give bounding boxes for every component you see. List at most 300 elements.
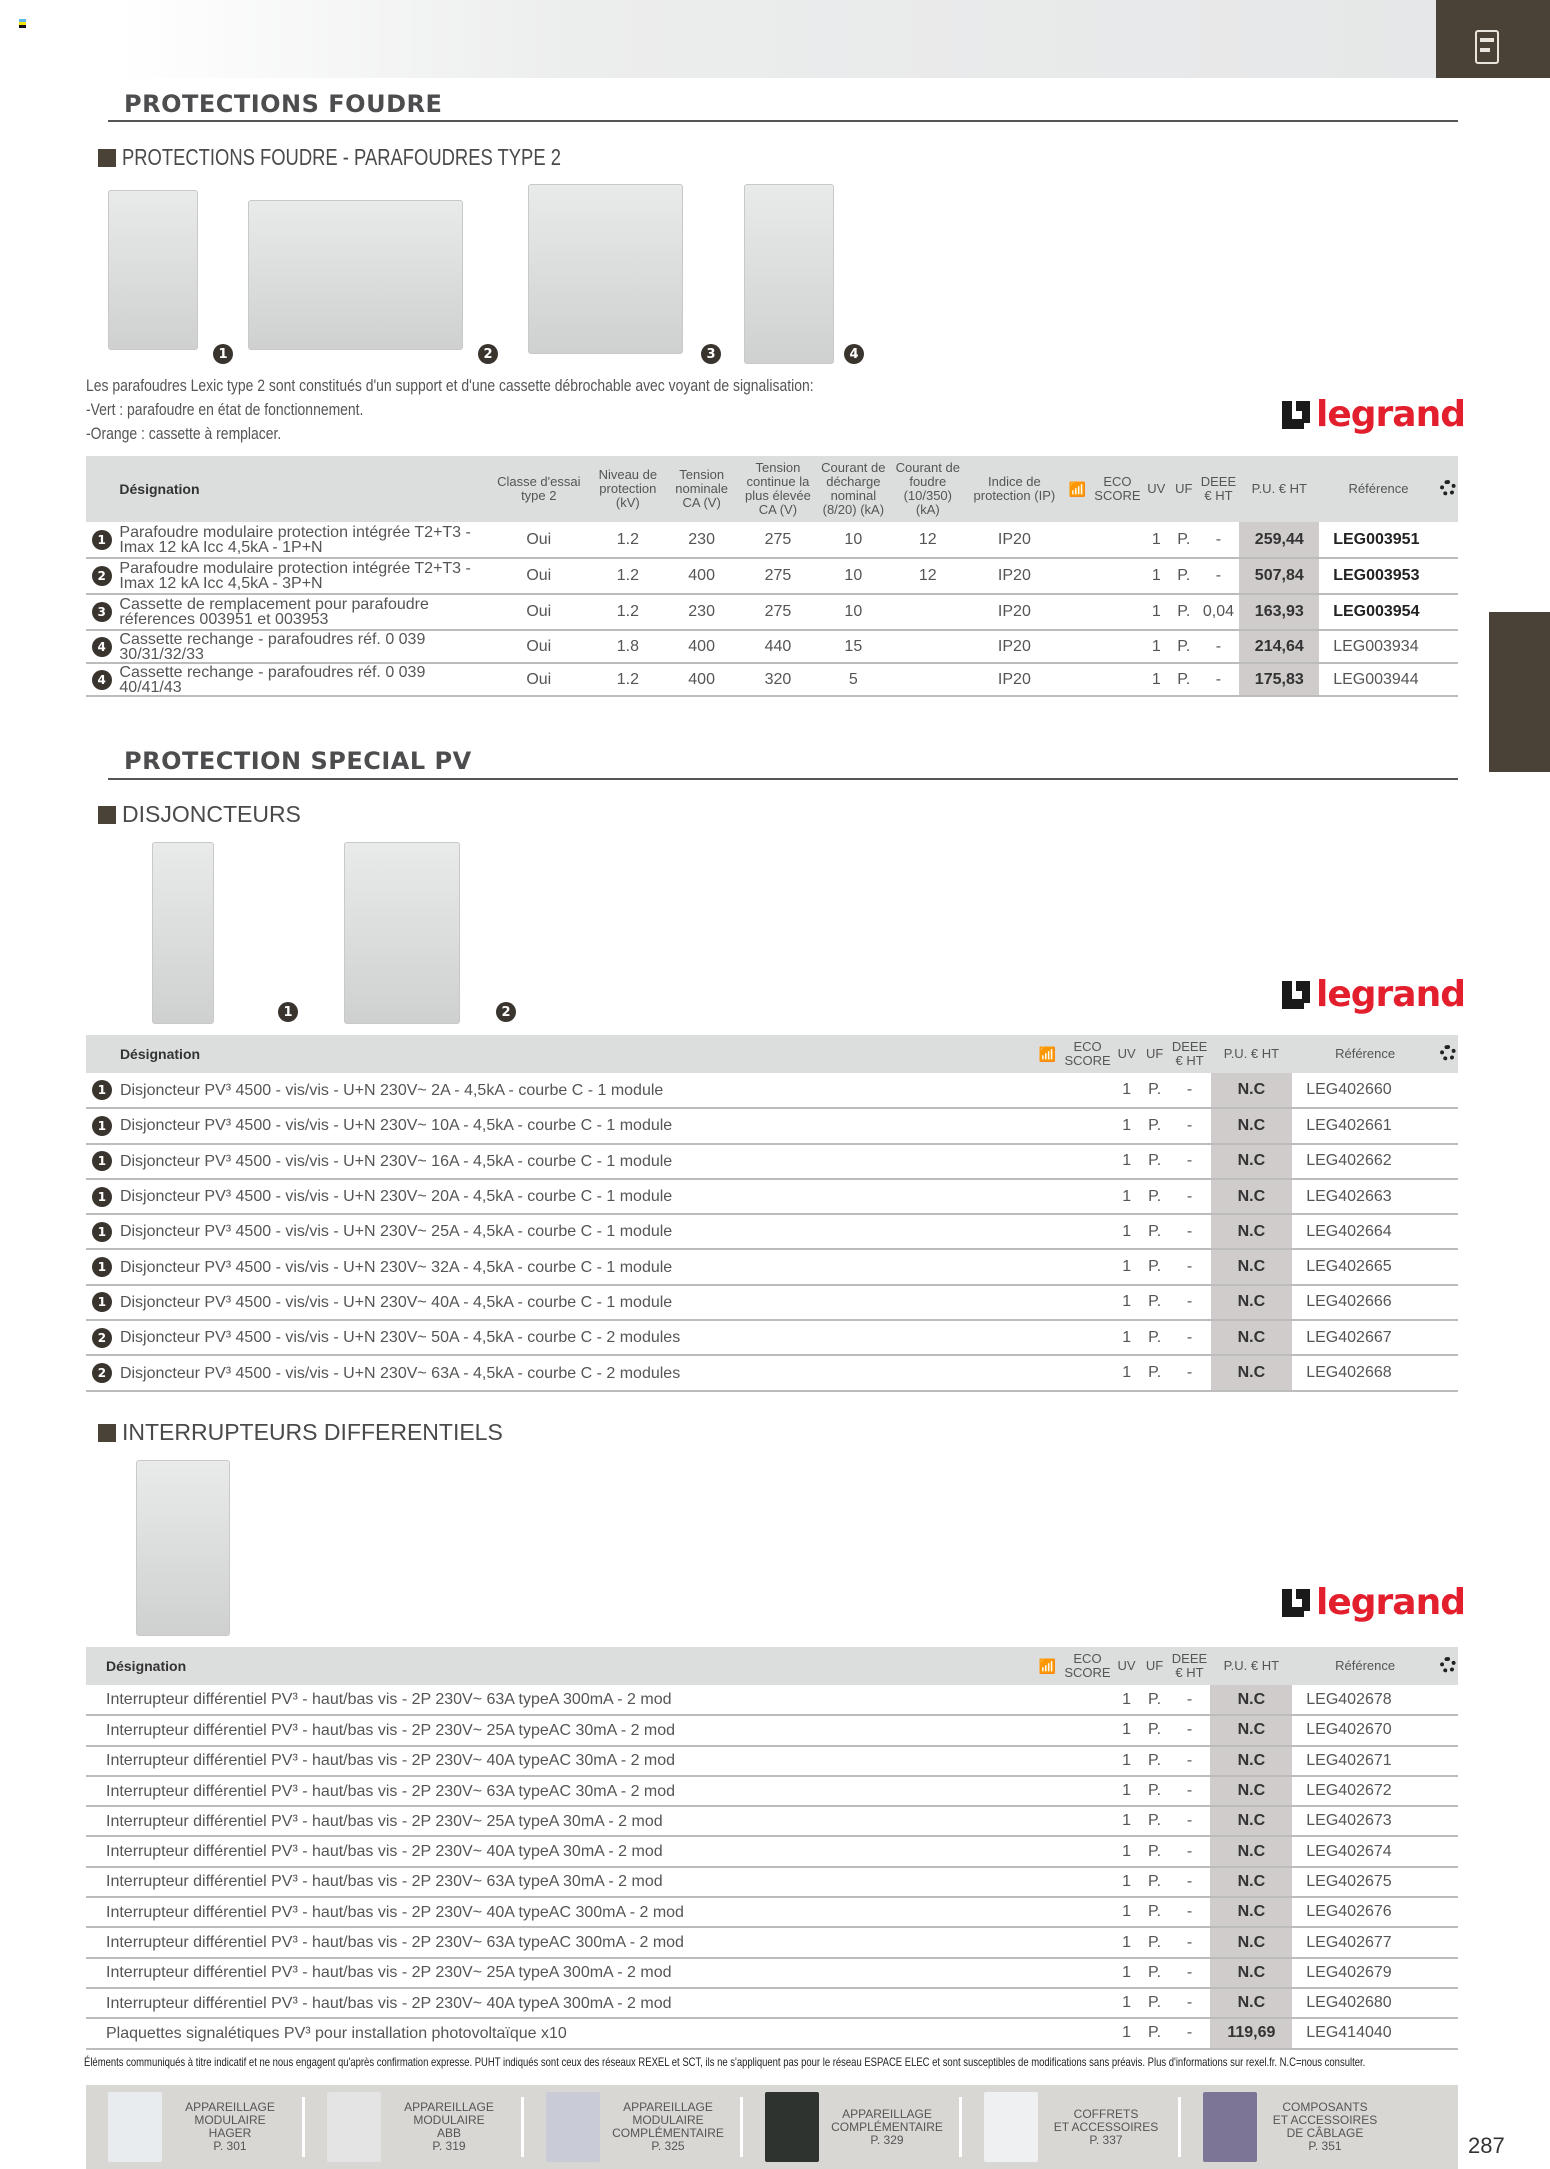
cell-indice-ip: IP20 [966,663,1063,696]
cell-reference[interactable]: LEG402668 [1292,1355,1438,1390]
cell-price: 259,44 [1239,522,1319,558]
col-reference: Référence [1348,481,1409,496]
table-row[interactable] [86,1285,1458,1320]
footer-label-line: P. 301 [213,2139,247,2153]
square-bullet-icon [98,806,116,824]
product-number-badge: 4 [92,637,112,657]
cell-price: N.C [1211,1355,1293,1390]
intro-line: Les parafoudres Lexic type 2 sont constitués d'un support et d'une cassette débrochable avec voyant de signalisation: [86,376,814,395]
cell-uf: P. [1141,1073,1169,1108]
cell-indice-ip: IP20 [966,558,1063,594]
cell-price: N.C [1210,1715,1292,1745]
cell-reference[interactable]: LEG003944 [1319,663,1438,696]
cell-courant-decharge: 10 [817,558,890,594]
table-row[interactable] [86,1249,1458,1284]
footer-label-line: ET ACCESSOIRES [1053,2119,1159,2134]
footer-label-line: P. 329 [870,2132,904,2147]
footer-link-label [389,2101,509,2153]
cell-price: N.C [1211,1108,1293,1143]
cell-price: N.C [1210,1988,1292,2018]
product-image-parafoudre-3p [248,200,463,350]
section-title-protection-special-pv: PROTECTION SPECIAL PV [124,747,472,775]
footer-label-line: P. 319 [432,2139,466,2153]
footer-label-line: DE CÂBLAGE [1286,2126,1364,2140]
cell-uf: P. [1141,1320,1169,1355]
product-badge-2: 2 [496,1002,516,1022]
footer-thumbnail [108,2092,162,2162]
cell-deee: - [1169,1179,1211,1214]
col-prix: P.U. € HT [1223,1658,1280,1673]
cell-price: N.C [1210,1897,1292,1927]
col-designation: Désignation [119,481,200,497]
cell-designation: Interrupteur différentiel PV³ - haut/bas vis - 2P 230V~ 63A typeA 30mA - 2 mod [86,1867,1032,1897]
cell-courant-foudre: 12 [890,558,966,594]
cell-courant-decharge: 5 [817,663,890,696]
cell-price: N.C [1210,1958,1292,1988]
col-uv: UV [1117,1046,1136,1061]
cell-uv: 1 [1113,1108,1141,1143]
cell-deee: - [1169,1214,1211,1249]
cell-tension-continue: 275 [739,594,817,630]
cell-designation: Parafoudre modulaire protection intégrée T2+T3 - Imax 12 kA Icc 4,5kA - 1P+N [117,522,486,558]
cell-reference[interactable]: LEG402667 [1292,1320,1438,1355]
cell-price: 507,84 [1239,558,1319,594]
cell-tension-continue: 275 [739,558,817,594]
cell-reference[interactable]: LEG003954 [1319,594,1438,630]
cell-uf: P. [1141,1958,1169,1988]
cell-uf: P. [1141,1249,1169,1284]
cell-uv: 1 [1113,1355,1141,1390]
cell-uv: 1 [1113,1715,1141,1745]
cell-reference[interactable]: LEG402675 [1292,1867,1438,1897]
footer-label-line: APPAREILLAGE [185,2100,275,2114]
cell-courant-foudre [890,594,966,630]
cell-deee: - [1169,1836,1211,1866]
cell-designation: Cassette rechange - parafoudres réf. 0 039 40/41/43 [117,663,486,696]
legrand-logo [1282,394,1465,435]
cell-designation: Interrupteur différentiel PV³ - haut/bas vis - 2P 230V~ 40A typeA 30mA - 2 mod [86,1836,1032,1866]
footer-label-line: MODULAIRE [632,2113,704,2127]
interrupteurs-table [86,1647,1458,2050]
cell-tension-nominale: 230 [664,594,739,630]
table-row[interactable] [86,1958,1458,1988]
cell-reference[interactable]: LEG402679 [1292,1958,1438,1988]
cell-reference[interactable]: LEG402660 [1292,1073,1438,1108]
cell-courant-foudre [890,663,966,696]
cell-niveau: 1.2 [591,663,664,696]
brand-wordmark: legrand [1316,394,1465,435]
product-number-badge: 1 [92,1292,112,1312]
wifi-icon: 📶 [1068,480,1087,497]
cell-reference[interactable]: LEG402671 [1292,1746,1438,1776]
cell-uv: 1 [1113,1320,1141,1355]
col-prix: P.U. € HT [1223,1046,1280,1061]
cell-designation: Disjoncteur PV³ 4500 - vis/vis - U+N 230V~ 40A - 4,5kA - courbe C - 1 module [118,1285,1033,1320]
cell-uf: P. [1170,558,1198,594]
cell-uv: 1 [1113,1179,1141,1214]
cell-uv: 1 [1113,2018,1141,2048]
col-designation: Désignation [119,1046,201,1062]
footer-label-line: MODULAIRE [194,2113,266,2127]
cell-uv: 1 [1113,1806,1141,1836]
cell-reference[interactable]: LEG402676 [1292,1897,1438,1927]
cell-designation: Interrupteur différentiel PV³ - haut/bas vis - 2P 230V~ 40A typeAC 30mA - 2 mod [86,1746,1032,1776]
square-bullet-icon [98,149,116,167]
cell-reference[interactable]: LEG402666 [1292,1285,1438,1320]
section-tab[interactable] [1436,0,1550,78]
footer-label-line: APPAREILLAGE [404,2100,494,2114]
table-row[interactable] [86,1355,1458,1390]
cell-price: N.C [1211,1214,1293,1249]
product-badge-3: 3 [701,344,721,364]
table-row[interactable] [86,1806,1458,1836]
cell-deee: - [1169,1685,1211,1715]
cell-designation: Disjoncteur PV³ 4500 - vis/vis - U+N 230V~ 63A - 4,5kA - courbe C - 2 modules [118,1355,1033,1390]
cell-courant-foudre: 12 [890,522,966,558]
cell-uv: 1 [1113,1867,1141,1897]
cell-uv: 1 [1113,1776,1141,1806]
table-row[interactable] [86,558,1458,594]
col-designation: Désignation [106,1658,187,1674]
cell-price: N.C [1210,1867,1292,1897]
cell-designation: Disjoncteur PV³ 4500 - vis/vis - U+N 230V~ 16A - 4,5kA - courbe C - 1 module [118,1144,1033,1179]
footer-label-line: ET ACCESSOIRES [1272,2113,1378,2127]
cell-deee: - [1169,1320,1211,1355]
cell-uf: P. [1141,1214,1169,1249]
wifi-icon: 📶 [1038,1045,1057,1062]
col-reference: Référence [1335,1046,1396,1061]
cell-uf: P. [1170,594,1198,630]
col-uf: UF [1145,1046,1164,1061]
table-header-row [86,456,1458,522]
footer-link-label [608,2101,728,2153]
cell-deee: - [1169,1073,1211,1108]
table-header-row [86,1647,1458,1685]
subsection-title-interrupteurs [98,1419,503,1446]
product-number-badge: 1 [92,1257,112,1277]
cell-tension-continue: 440 [739,630,817,663]
table-row[interactable] [86,1144,1458,1179]
cell-tension-nominale: 400 [664,663,739,696]
product-number-badge: 1 [92,530,112,550]
table-row[interactable] [86,630,1458,663]
product-number-badge: 4 [92,670,112,690]
cell-price: N.C [1211,1073,1293,1108]
col-deee: DEEE € HT [1171,1039,1208,1068]
footer-label-line: P. 337 [1089,2132,1123,2147]
cell-uv: 1 [1143,663,1171,696]
cell-price: N.C [1210,1806,1292,1836]
col-uf: UF [1145,1658,1164,1673]
cell-designation: Cassette rechange - parafoudres réf. 0 039 30/31/32/33 [117,630,486,663]
legrand-logo [1282,1582,1465,1623]
cell-niveau: 1.2 [591,522,664,558]
cell-deee: - [1169,1108,1211,1143]
footer-label-line: COFFRETS [1073,2106,1139,2121]
footer-link-label [827,2108,947,2147]
subsection-title-parafoudres [98,144,671,171]
table-row[interactable] [86,1715,1458,1745]
cell-deee: - [1198,558,1240,594]
recycle-icon [1438,456,1458,522]
cell-uv: 1 [1143,522,1171,558]
cell-uf: P. [1141,1685,1169,1715]
cell-courant-foudre [890,630,966,663]
table-row[interactable] [86,594,1458,630]
cell-designation: Cassette de remplacement pour parafoudre réferences 003951 et 003953 [117,594,486,630]
cell-uf: P. [1141,1776,1169,1806]
cell-designation: Parafoudre modulaire protection intégrée T2+T3 - Imax 12 kA Icc 4,5kA - 3P+N [117,558,486,594]
footer-label-line: HAGER [208,2126,252,2140]
cell-classe: Oui [486,594,591,630]
cell-uv: 1 [1113,1836,1141,1866]
cell-reference[interactable]: LEG402665 [1292,1249,1438,1284]
footer-label-line: APPAREILLAGE [842,2106,932,2121]
cell-deee: - [1169,1988,1211,2018]
cell-deee: - [1169,1958,1211,1988]
cell-reference[interactable]: LEG402673 [1292,1806,1438,1836]
col-prix: P.U. € HT [1251,481,1307,496]
cell-deee: - [1169,1285,1211,1320]
cell-deee: - [1169,1249,1211,1284]
cell-tension-continue: 320 [739,663,817,696]
cell-indice-ip: IP20 [966,630,1063,663]
table-row[interactable] [86,1927,1458,1957]
parafoudres-table [86,456,1458,697]
table-row[interactable] [86,1214,1458,1249]
cell-uv: 1 [1113,1988,1141,2018]
cell-reference[interactable]: LEG003951 [1319,522,1438,558]
chapter-side-tab[interactable] [1489,612,1550,772]
product-number-badge: 2 [92,1363,112,1383]
intro-text [86,374,814,446]
col-tension-continue: Tension continue la plus élevée CA (V) [745,460,811,517]
cell-classe: Oui [486,558,591,594]
footer-link[interactable] [305,2085,524,2169]
section-divider [108,120,1458,122]
cell-uv: 1 [1143,558,1171,594]
col-uv: UV [1147,481,1166,496]
cell-tension-continue: 275 [739,522,817,558]
product-number-badge: 2 [92,1328,112,1348]
footer-link[interactable] [962,2085,1181,2169]
cell-niveau: 1.2 [591,558,664,594]
product-image-cassette [528,184,683,354]
table-row[interactable] [86,1073,1458,1108]
footer-label-line: MODULAIRE [413,2113,485,2127]
table-row[interactable] [86,1320,1458,1355]
cell-tension-nominale: 230 [664,522,739,558]
legal-footnote: Éléments communiqués à titre indicatif et ne nous engagent qu'après confirmation expresse. PUHT indiqués sont ceux des réseaux REXEL et SCT, ils ne s'appliquent pas pour le réseau ESPACE ELEC et sont susceptibles de modifications sans préavis. Plus d'informations sur rexel.fr. N.C=nous consulter. [84,2055,1366,2069]
cell-reference[interactable]: LEG402672 [1292,1776,1438,1806]
table-row[interactable] [86,2018,1458,2048]
cell-uv: 1 [1113,1249,1141,1284]
brand-wordmark: legrand [1316,974,1465,1015]
cell-price: N.C [1211,1179,1293,1214]
cell-courant-decharge: 10 [817,594,890,630]
cell-price: N.C [1210,1927,1292,1957]
cell-designation: Disjoncteur PV³ 4500 - vis/vis - U+N 230V~ 32A - 4,5kA - courbe C - 1 module [118,1249,1033,1284]
cell-courant-decharge: 15 [817,630,890,663]
cell-price: 119,69 [1210,2018,1292,2048]
product-image-cassette-rechange [744,184,834,364]
product-image-disjoncteur-1-module [152,842,214,1024]
cell-price: N.C [1210,1746,1292,1776]
legrand-mark-icon [1282,1589,1310,1617]
cell-uf: P. [1141,1897,1169,1927]
table-row[interactable] [86,1836,1458,1866]
table-row[interactable] [86,1746,1458,1776]
cell-deee: - [1169,1355,1211,1390]
product-number-badge: 1 [92,1222,112,1242]
cell-uf: P. [1141,1836,1169,1866]
intro-line: -Orange : cassette à remplacer. [86,424,282,443]
cell-classe: Oui [486,522,591,558]
cell-uv: 1 [1143,594,1171,630]
cell-reference[interactable]: LEG414040 [1292,2018,1438,2048]
cell-designation: Interrupteur différentiel PV³ - haut/bas vis - 2P 230V~ 40A typeAC 300mA - 2 mod [86,1897,1032,1927]
col-deee: DEEE € HT [1171,1651,1208,1680]
cell-deee: - [1169,1746,1211,1776]
product-image-interrupteur-differentiel [136,1460,230,1636]
cell-uf: P. [1170,630,1198,663]
footer-link[interactable] [1181,2085,1385,2169]
col-deee: DEEE € HT [1200,474,1237,503]
table-header-row [86,1035,1458,1073]
col-niveau: Niveau de protection (kV) [598,467,658,510]
footer-link-label [1265,2101,1385,2153]
cell-reference[interactable]: LEG402662 [1292,1144,1438,1179]
footer-link[interactable] [86,2085,305,2169]
cell-uv: 1 [1113,1144,1141,1179]
cell-deee: - [1198,630,1240,663]
product-image-parafoudre-1p [108,190,198,350]
cell-uv: 1 [1113,1958,1141,1988]
cell-uf: P. [1141,1285,1169,1320]
top-header-band [0,0,1436,78]
cell-reference[interactable]: LEG402670 [1292,1715,1438,1745]
cell-designation: Interrupteur différentiel PV³ - haut/bas vis - 2P 230V~ 25A typeA 300mA - 2 mod [86,1958,1032,1988]
cell-uv: 1 [1113,1897,1141,1927]
brand-wordmark: legrand [1316,1582,1465,1623]
table-row[interactable] [86,1897,1458,1927]
square-bullet-icon [98,1424,116,1442]
cell-deee: - [1198,663,1240,696]
cell-uv: 1 [1143,630,1171,663]
col-eco-score: ECO SCORE [1064,1039,1111,1068]
cell-reference[interactable]: LEG402664 [1292,1214,1438,1249]
footer-thumbnail [546,2092,600,2162]
footer-link[interactable] [743,2085,962,2169]
legrand-mark-icon [1282,981,1310,1009]
table-row[interactable] [86,1988,1458,2018]
table-row[interactable] [86,1776,1458,1806]
table-row[interactable] [86,663,1458,696]
section-divider [108,778,1458,780]
print-color-marks [19,19,26,28]
table-row[interactable] [86,1179,1458,1214]
footer-link-label [1046,2108,1166,2147]
table-row[interactable] [86,1867,1458,1897]
cell-niveau: 1.2 [591,594,664,630]
col-uv: UV [1117,1658,1136,1673]
footer-link[interactable] [524,2085,743,2169]
cell-designation: Interrupteur différentiel PV³ - haut/bas vis - 2P 230V~ 63A typeAC 30mA - 2 mod [86,1776,1032,1806]
legrand-mark-icon [1282,401,1310,429]
modular-panel-icon [1475,30,1499,64]
section-title-protections-foudre: PROTECTIONS FOUDRE [124,90,443,118]
footer-label-line: COMPOSANTS [1282,2100,1368,2114]
cell-uf: P. [1141,1988,1169,2018]
col-indice-ip: Indice de protection (IP) [973,474,1056,503]
cell-reference[interactable]: LEG003953 [1319,558,1438,594]
cell-designation: Disjoncteur PV³ 4500 - vis/vis - U+N 230V~ 10A - 4,5kA - courbe C - 1 module [118,1108,1033,1143]
cell-price: 214,64 [1239,630,1319,663]
footer-thumbnail [327,2092,381,2162]
cell-designation: Disjoncteur PV³ 4500 - vis/vis - U+N 230V~ 50A - 4,5kA - courbe C - 2 modules [118,1320,1033,1355]
cell-deee: - [1169,1776,1211,1806]
cell-designation: Interrupteur différentiel PV³ - haut/bas vis - 2P 230V~ 40A typeA 300mA - 2 mod [86,1988,1032,2018]
product-image-disjoncteur-2-modules [344,842,460,1024]
cell-uf: P. [1141,1179,1169,1214]
cell-uf: P. [1141,1746,1169,1776]
cell-uf: P. [1170,522,1198,558]
cell-deee: - [1169,1867,1211,1897]
cell-reference[interactable]: LEG402663 [1292,1179,1438,1214]
product-badge-2: 2 [478,344,498,364]
cell-price: 163,93 [1239,594,1319,630]
cell-price: N.C [1211,1285,1293,1320]
col-reference: Référence [1335,1658,1396,1673]
disjoncteurs-table [86,1035,1458,1392]
product-number-badge: 3 [92,602,112,622]
cell-reference[interactable]: LEG402678 [1292,1685,1438,1715]
cell-uv: 1 [1113,1685,1141,1715]
col-eco-score: ECO SCORE [1094,474,1141,503]
cell-designation: Interrupteur différentiel PV³ - haut/bas vis - 2P 230V~ 63A typeA 300mA - 2 mod [86,1685,1032,1715]
footer-label-line: COMPLÉMENTAIRE [612,2126,724,2140]
cell-uf: P. [1141,1867,1169,1897]
cell-reference[interactable]: LEG003934 [1319,630,1438,663]
footer-label-line: APPAREILLAGE [623,2100,713,2114]
cell-uv: 1 [1113,1285,1141,1320]
cell-uv: 1 [1113,1214,1141,1249]
table-row[interactable] [86,522,1458,558]
cell-niveau: 1.8 [591,630,664,663]
cell-price: N.C [1211,1320,1293,1355]
cell-designation: Disjoncteur PV³ 4500 - vis/vis - U+N 230V~ 20A - 4,5kA - courbe C - 1 module [118,1179,1033,1214]
cell-deee: - [1169,1806,1211,1836]
table-row[interactable] [86,1685,1458,1715]
cell-reference[interactable]: LEG402677 [1292,1927,1438,1957]
recycle-icon [1438,1647,1458,1685]
footer-thumbnail [984,2092,1038,2162]
cell-uf: P. [1141,1108,1169,1143]
cell-reference[interactable]: LEG402680 [1292,1988,1438,2018]
cell-designation: Interrupteur différentiel PV³ - haut/bas vis - 2P 230V~ 25A typeAC 30mA - 2 mod [86,1715,1032,1745]
cell-reference[interactable]: LEG402674 [1292,1836,1438,1866]
cell-deee: - [1169,1897,1211,1927]
cell-deee: - [1169,1144,1211,1179]
product-number-badge: 1 [92,1187,112,1207]
cell-reference[interactable]: LEG402661 [1292,1108,1438,1143]
table-row[interactable] [86,1108,1458,1143]
product-number-badge: 2 [92,566,112,586]
footer-thumbnail [765,2092,819,2162]
cell-price: N.C [1211,1249,1293,1284]
col-courant-decharge: Courant de décharge nominal (8/20) (kA) [821,460,886,517]
product-badge-1: 1 [213,344,233,364]
